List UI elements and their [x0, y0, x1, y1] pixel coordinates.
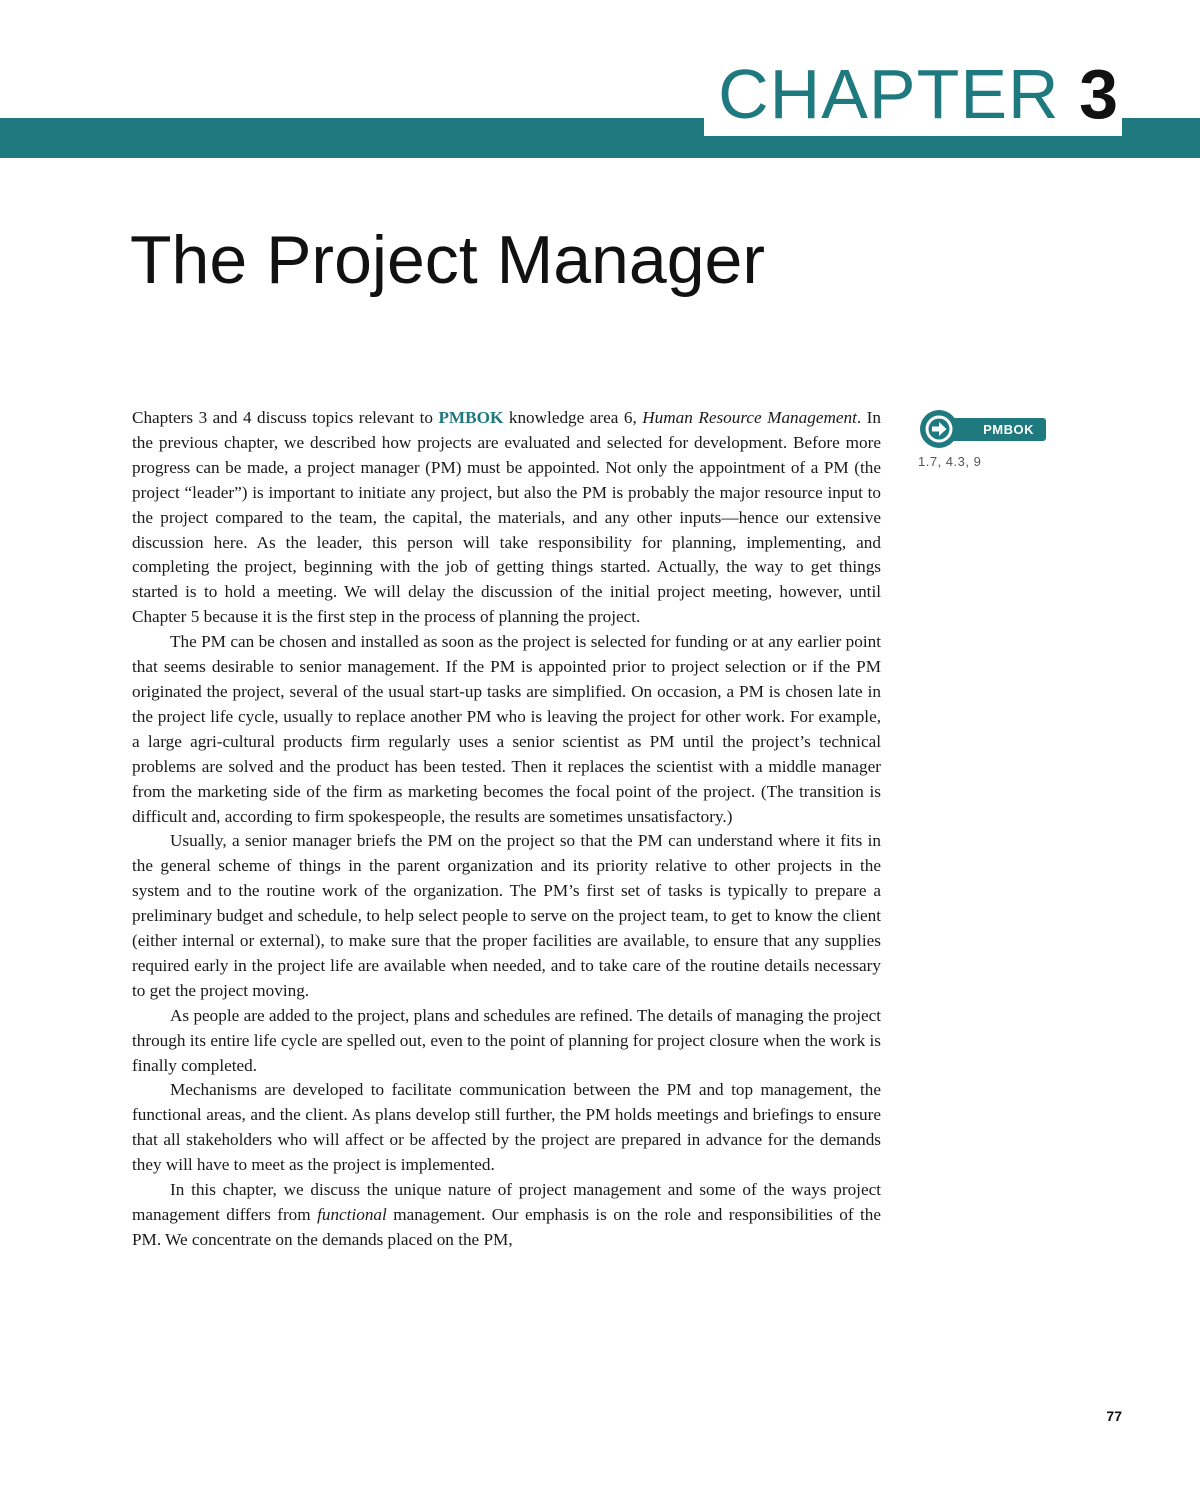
paragraph-1: [132, 406, 881, 630]
paragraph-1-text-c: . In the previous chapter, we described how projects are evaluated and selected for development. Before more progress can be made, a project manager (PM) must be appointed. Not only the appointment of a PM (the project “leader”) is important to initiate any project, but also the PM is probably the major resource input to the project compared to the team, the capital, the materials, and any other inputs—hence our extensive discussion here. As the leader, this person will take responsibility for planning, implementing, and completing the project, beginning with the job of getting things started. Actually, the way to get things started is to hold a meeting. We will delay the discussion of the initial project meeting, however, until Chapter 5 because it is the first step in the process of planning the project.: [132, 408, 881, 627]
chapter-title: The Project Manager: [130, 222, 765, 298]
paragraph-6: [132, 1178, 881, 1253]
pmbok-label: PMBOK: [940, 418, 1046, 441]
pmbok-badge: [918, 408, 1048, 450]
paragraph-2: The PM can be chosen and installed as soon as the project is selected for funding or at any earlier point that seems desirable to senior management. If the PM is appointed prior to project selection or if the PM originated the project, several of the usual start-up tasks are simplified. On occasion, a PM is chosen late in the project life cycle, usually to replace another PM who is leaving the project for other work. For example, a large agri-cultural products firm regularly uses a senior scientist as PM until the project’s technical problems are solved and the product has been tested. Then it replaces the scientist with a middle manager from the marketing side of the firm as marketing becomes the focal point of the project. (The transition is difficult and, according to firm spokespeople, the results are sometimes unsatisfactory.): [132, 632, 881, 826]
arrow-right-circle-icon: [918, 408, 960, 450]
chapter-word: CHAPTER: [718, 55, 1060, 133]
paragraph-5: Mechanisms are developed to facilitate communication between the PM and top management, the functional areas, and the client. As plans develop still further, the PM holds meetings and briefings to ensure that all stakeholders who will affect or be affected by the project are prepared in advance for the demands they will have to meet as the project is implemented.: [132, 1080, 881, 1175]
page-number: 77: [1106, 1408, 1122, 1424]
paragraph-3: Usually, a senior manager briefs the PM on the project so that the PM can understand where it fits in the general scheme of things in the parent organization and its priority relative to other projects in the system and to the routine work of the organization. The PM’s first set of tasks is typically to prepare a preliminary budget and schedule, to help select people to serve on the project team, to get to know the client (either internal or external), to make sure that the proper facilities are available, to ensure that any supplies required early in the project life are available when needed, and to take care of the routine details necessary to get the project moving.: [132, 831, 881, 1000]
paragraph-1-text-a: Chapters 3 and 4 discuss topics relevant to: [132, 408, 439, 427]
pmbok-inline-term: PMBOK: [438, 408, 504, 427]
paragraph-6-emphasis: functional: [317, 1205, 387, 1224]
paragraph-4: As people are added to the project, plans and schedules are refined. The details of managing the project through its entire life cycle are spelled out, even to the point of planning for project closure when the work is finally completed.: [132, 1005, 881, 1075]
chapter-number: 3: [1079, 55, 1118, 133]
pmbok-margin-note: [918, 408, 1058, 469]
paragraph-6-text-b: management. Our emphasis is on the role and responsibilities of the PM. We concentrate on the demands placed on the PM,: [132, 1205, 881, 1249]
paragraph-1-text-b: knowledge area 6,: [503, 408, 643, 427]
paragraph-1-emphasis: Human Resource Management: [642, 408, 857, 427]
pmbok-references: 1.7, 4.3, 9: [918, 454, 982, 469]
body-text: [132, 406, 881, 1253]
paragraph-6-text-a: In this chapter, we discuss the unique nature of project management and some of the ways project management differs from: [132, 1180, 881, 1224]
chapter-label: [704, 52, 1122, 136]
